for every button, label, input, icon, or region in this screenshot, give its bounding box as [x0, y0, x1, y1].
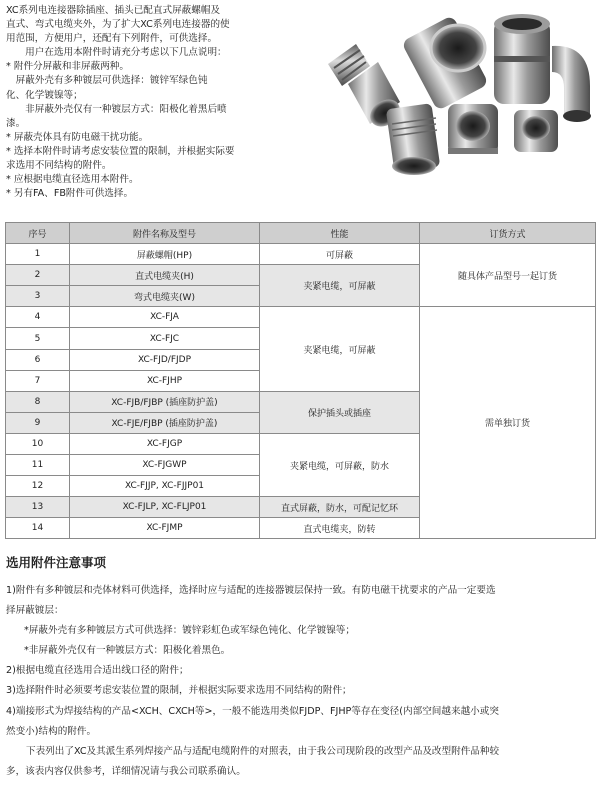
- intro-line: 屏蔽外壳有多种镀层可供选择：镀锌军绿色钝: [6, 75, 208, 87]
- cell-no: 13: [6, 497, 70, 518]
- header-name: 附件名称及型号: [70, 223, 260, 244]
- cell-no: 2: [6, 265, 70, 286]
- intro-line: 化、化学镀镍等；: [6, 89, 83, 101]
- cell-name: XC-FJA: [70, 307, 260, 328]
- cell-no: 8: [6, 391, 70, 412]
- cell-name: 屏蔽螺帽(HP): [70, 244, 260, 265]
- header-no: 序号: [6, 223, 70, 244]
- note-line: 下表列出了XC及其派生系列焊接产品与适配电缆附件的对照表，由于我公司现阶段的改型产品及改型附件品种较: [26, 745, 500, 757]
- note-line: 择屏蔽镀层：: [6, 605, 64, 617]
- intro-line: * 另有FA、FB附件可供选择。: [6, 188, 134, 200]
- connector-piece-threaded-cap: [386, 103, 440, 175]
- intro-line: 漆。: [6, 117, 26, 129]
- cell-no: 11: [6, 455, 70, 476]
- cell-no: 4: [6, 307, 70, 328]
- cell-ordering: 需单独订货: [420, 307, 596, 539]
- cell-performance: 直式电缆夹，防转: [260, 518, 420, 539]
- cell-performance: 可屏蔽: [260, 244, 420, 265]
- intro-line: * 选择本附件时请考虑安装位置的限制，并根据实际要: [6, 145, 235, 157]
- notes-title: 选用附件注意事项: [6, 555, 107, 570]
- cell-performance: 夹紧电缆，可屏蔽: [260, 307, 420, 391]
- cell-ordering: 随具体产品型号一起订货: [420, 244, 596, 307]
- intro-line: 用户在选用本附件时请充分考虑以下几点说明：: [6, 47, 227, 59]
- connector-accessories-photo: [308, 6, 596, 216]
- cell-performance: 直式屏蔽，防水，可配记忆环: [260, 497, 420, 518]
- intro-line: 非屏蔽外壳仅有一种镀层方式：阳极化着黑后喷: [6, 103, 227, 115]
- intro-line: * 应根据电缆直径选用本附件。: [6, 174, 139, 186]
- note-line: 4)端接形式为焊接结构的产品<XCH、CXCH等>，一般不能选用类似FJDP、FJHP等存在变径(内部空间越来越小或突: [6, 705, 499, 717]
- table-row: [6, 307, 596, 328]
- cell-name: XC-FJB/FJBP (插座防护盖): [70, 391, 260, 412]
- intro-line: 用范围，方便用户，还配有下列附件，可供选择。: [6, 33, 218, 45]
- cell-no: 7: [6, 370, 70, 391]
- note-line: 多，该表内容仅供参考，详细情况请与我公司联系确认。: [6, 765, 246, 777]
- cell-name: XC-FJJP, XC-FJJP01: [70, 476, 260, 497]
- connector-piece-angle-clamp: [552, 46, 591, 122]
- cell-no: 12: [6, 476, 70, 497]
- cell-no: 10: [6, 433, 70, 454]
- cell-performance: 夹紧电缆，可屏蔽，防水: [260, 433, 420, 496]
- cell-name: XC-FJMP: [70, 518, 260, 539]
- intro-line: * 附件分屏蔽和非屏蔽两种。: [6, 61, 129, 73]
- cell-no: 9: [6, 412, 70, 433]
- connector-piece-straight-clamp: [401, 15, 489, 111]
- header-ordering: 订货方式: [420, 223, 596, 244]
- connector-piece-small-cap: [514, 110, 558, 152]
- cell-name: XC-FJHP: [70, 370, 260, 391]
- note-line: 1)附件有多种镀层和壳体材料可供选择，选择时应与适配的连接器镀层保持一致。有防电磁干扰要求的产品一定要选: [6, 585, 496, 596]
- note-line: 然变小)结构的附件。: [6, 725, 97, 737]
- cell-name: 弯式电缆夹(W): [70, 286, 260, 307]
- note-line: *屏蔽外壳有多种镀层方式可供选择：镀锌彩虹色或军绿色钝化、化学镀镍等；: [24, 625, 355, 637]
- cell-no: 5: [6, 328, 70, 349]
- intro-text: [6, 4, 300, 201]
- connector-piece-large-sleeve: [494, 14, 550, 104]
- cell-no: 1: [6, 244, 70, 265]
- note-line: *非屏蔽外壳仅有一种镀层方式：阳极化着黑色。: [24, 645, 231, 657]
- notes-section: [6, 553, 596, 782]
- intro-line: * 屏蔽壳体具有防电磁干扰功能。: [6, 131, 149, 143]
- table-header-row: [6, 223, 596, 244]
- note-line: 2)根据电缆直径选用合适出线口径的附件；: [6, 665, 189, 677]
- cell-performance: 保护插头或插座: [260, 391, 420, 433]
- cell-no: 14: [6, 518, 70, 539]
- intro-line: 直式、弯式电缆夹外，为了扩大XC系列电连接器的使: [6, 19, 230, 31]
- cell-name: XC-FJD/FJDP: [70, 349, 260, 370]
- cell-name: XC-FJGP: [70, 433, 260, 454]
- accessory-table: [5, 222, 596, 539]
- cell-performance: 夹紧电缆，可屏蔽: [260, 265, 420, 307]
- header-performance: 性能: [260, 223, 420, 244]
- intro-line: 求选用不同结构的附件。: [6, 160, 112, 172]
- cell-name: XC-FJC: [70, 328, 260, 349]
- cell-no: 6: [6, 349, 70, 370]
- cell-no: 3: [6, 286, 70, 307]
- connector-piece-ring-nut: [448, 104, 498, 154]
- cell-name: XC-FJE/FJBP (插座防护盖): [70, 412, 260, 433]
- cell-name: XC-FJLP, XC-FLJP01: [70, 497, 260, 518]
- cell-name: XC-FJGWP: [70, 455, 260, 476]
- intro-line: XC系列电连接器除插座、插头已配直式屏蔽螺帽及: [6, 5, 221, 16]
- cell-name: 直式电缆夹(H): [70, 265, 260, 286]
- table-row: [6, 244, 596, 265]
- note-line: 3)选择附件时必须要考虑安装位置的限制，并根据实际要求选用不同结构的附件；: [6, 685, 352, 697]
